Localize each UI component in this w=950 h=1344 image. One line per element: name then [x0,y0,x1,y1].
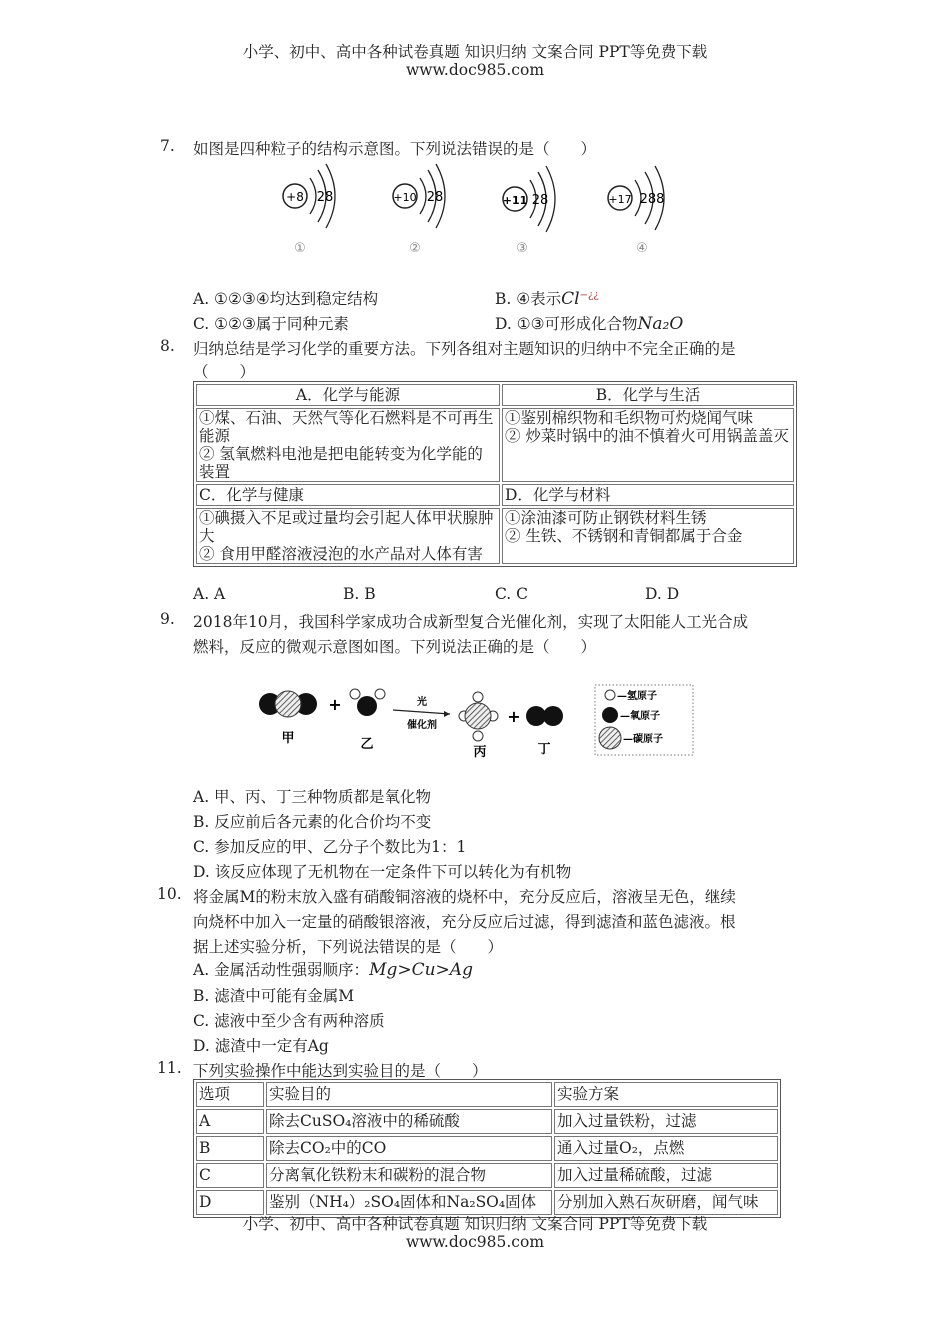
q9-option-d: D. 该反应体现了无机物在一定条件下可以转化为有机物 [193,863,572,881]
q11-stem: 下列实验操作中能达到实验目的是（ ） [193,1062,488,1080]
plus-sign: + [328,695,342,714]
atom-2-electrons: 28 [426,190,444,205]
q7-stem: 如图是四种粒子的结构示意图。下列说法错误的是（ ） [193,140,597,158]
q10-stem-3: 据上述实验分析，下列说法错误的是（ ） [193,938,504,956]
atom-2 [393,164,445,256]
q8-head-d: D．化学与材料 [502,484,794,506]
plus-sign: + [507,707,521,726]
q8-option-b: B. B [343,585,376,603]
q9-stem-2: 燃料，反应的微观示意图如图。下列说法正确的是（ ） [193,638,597,656]
q7-number: 7. [160,137,175,155]
atom-1-label: ① [294,241,306,256]
legend [595,685,693,755]
reaction-diagram [250,680,700,770]
q8-head-c: C．化学与健康 [196,484,500,506]
q10-stem-1: 将金属M的粉末放入盛有硝酸铜溶液的烧杯中，充分反应后，溶液呈无色，继续 [193,888,736,906]
table-row: C 分离氧化铁粉末和碳粉的混合物 加入过量稀硫酸，过滤 [196,1163,778,1188]
footer-text: 小学、初中、高中各种试卷真题 知识归纳 文案合同 PPT等免费下载 [242,1215,708,1233]
atom-2-nucleus: +10 [393,191,417,204]
table-row: A 除去CuSO₄溶液中的稀硫酸 加入过量铁粉，过滤 [196,1109,778,1134]
atom-1-electrons: 28 [316,190,334,205]
q11-number: 11. [157,1059,182,1077]
label-ding: 丁 [537,742,551,757]
atom-structure-diagrams [260,160,690,270]
q10-option-c: C. 滤液中至少含有两种溶质 [193,1012,385,1030]
label-yi: 乙 [360,737,374,752]
atom-3-electrons: 28 [531,193,549,208]
table-header-row: 选项 实验目的 实验方案 [196,1082,778,1107]
atom-4-nucleus: +17 [608,193,632,206]
q8-number: 8. [160,337,175,355]
label-jia: 甲 [281,731,295,746]
condition-light: 光 [417,697,427,708]
q8-option-c: C. C [495,585,529,603]
q8-stem: 归纳总结是学习化学的重要方法。下列各组对主题知识的归纳中不完全正确的是 [193,340,736,358]
q8-cell-a: ①煤、石油、天然气等化石燃料是不可再生能源 ② 氢氧燃料电池是把电能转变为化学能的装置 [196,408,500,482]
q8-option-a: A. A [193,585,226,603]
q10-option-d: D. 滤渣中一定有Ag [193,1037,329,1055]
q9-option-c: C. 参加反应的甲、乙分子个数比为1：1 [193,838,467,856]
q8-cell-d: ①涂油漆可防止钢铁材料生锈 ② 生铁、不锈钢和青铜都属于合金 [502,508,794,564]
q10-option-a: A. 金属活动性强弱顺序：Mg>Cu>Ag [193,960,473,980]
q8-head-a: A．化学与能源 [196,384,500,406]
q8-table [193,381,797,567]
atom-3-label: ③ [516,241,528,256]
q8-option-d: D. D [645,585,680,603]
header-link[interactable]: www.doc985.com [405,61,545,79]
q9-option-b: B. 反应前后各元素的化合价均不变 [193,813,432,831]
q9-option-a: A. 甲、丙、丁三种物质都是氧化物 [193,788,432,806]
q8-cell-c: ①碘摄入不足或过量均会引起人体甲状腺肿大 ② 食用甲醛溶液浸泡的水产品对人体有害 [196,508,500,564]
q10-number: 10. [157,885,182,903]
reaction-arrow [393,710,450,714]
q11-table [193,1079,781,1218]
atom-4 [608,166,664,256]
atom-3-nucleus: +11 [502,194,528,207]
footer-link[interactable]: www.doc985.com [405,1233,545,1251]
molecule-yi [350,689,385,716]
atom-1 [283,164,335,256]
table-row: D 鉴别（NH₄）₂SO₄固体和Na₂SO₄固体 分别加入熟石灰研磨，闻气味 [196,1190,778,1215]
q7-option-c: C. ①②③属于同种元素 [193,315,349,333]
q8-head-b: B．化学与生活 [502,384,794,406]
condition-catalyst: 催化剂 [407,720,437,731]
molecule-bing [459,692,498,741]
header-text: 小学、初中、高中各种试卷真题 知识归纳 文案合同 PPT等免费下载 [242,43,708,61]
legend-hydrogen: —氢原子 [617,691,657,702]
atom-4-electrons: 288 [639,192,665,207]
atom-4-label: ④ [636,241,648,256]
q7-option-b: B. ④表示Cl−¿¿ [495,289,599,309]
atom-3 [503,166,555,256]
q9-stem-1: 2018年10月，我国科学家成功合成新型复合光催化剂，实现了太阳能人工光合成 [193,613,749,631]
molecule-ding [526,706,563,726]
atom-2-label: ② [409,241,421,256]
legend-oxygen: —氧原子 [620,711,660,722]
atom-1-nucleus: +8 [286,190,304,204]
q10-stem-2: 向烧杯中加入一定量的硝酸银溶液，充分反应后过滤，得到滤渣和蓝色滤液。根 [193,913,736,931]
molecule-jia [259,691,317,717]
q10-option-b: B. 滤渣中可能有金属M [193,987,355,1005]
q7-option-a: A. ①②③④均达到稳定结构 [193,290,379,308]
q8-cell-b: ①鉴别棉织物和毛织物可灼烧闻气味 ② 炒菜时锅中的油不慎着火可用锅盖盖灭 [502,408,794,482]
legend-carbon: —碳原子 [623,734,663,745]
q8-paren: （ ） [193,363,256,381]
q7-option-d: D. ①③可形成化合物Na₂O [495,314,684,334]
label-bing: 丙 [473,745,487,760]
q9-number: 9. [160,610,175,628]
table-row: B 除去CO₂中的CO 通入过量O₂，点燃 [196,1136,778,1161]
